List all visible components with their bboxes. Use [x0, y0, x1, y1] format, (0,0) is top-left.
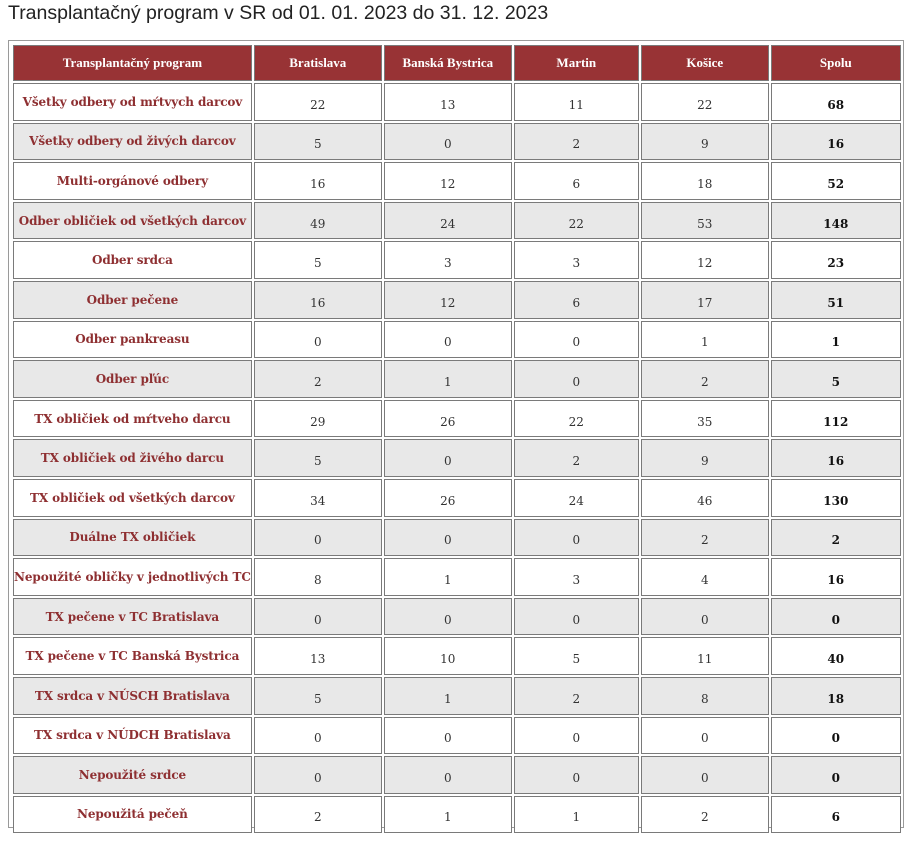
table-row	[13, 677, 901, 715]
table-row	[13, 598, 901, 636]
value-cell: 16	[254, 162, 382, 200]
value-cell: 3	[514, 558, 639, 596]
value-cell: 2	[641, 519, 769, 557]
value-cell: 5	[254, 123, 382, 161]
value-cell: 11	[514, 83, 639, 121]
value-cell: 5	[514, 637, 639, 675]
value-cell: 0	[514, 360, 639, 398]
page-title: Transplantačný program v SR od 01. 01. 2023 do 31. 12. 2023	[8, 2, 549, 24]
value-cell: 18	[641, 162, 769, 200]
value-cell: 24	[514, 479, 639, 517]
value-cell: 24	[384, 202, 512, 240]
program-label: TX pečene v TC Banská Bystrica	[13, 637, 252, 675]
total-cell: 23	[771, 241, 901, 279]
program-label: TX srdca v NÚSCH Bratislava	[13, 677, 252, 715]
value-cell: 0	[384, 717, 512, 755]
value-cell: 46	[641, 479, 769, 517]
total-cell: 112	[771, 400, 901, 438]
program-label: Odber srdca	[13, 241, 252, 279]
value-cell: 5	[254, 439, 382, 477]
table-row	[13, 123, 901, 161]
value-cell: 2	[641, 796, 769, 834]
column-header: Košice	[641, 45, 769, 81]
table-header-row	[13, 45, 901, 81]
total-cell: 51	[771, 281, 901, 319]
table-row	[13, 717, 901, 755]
table-row	[13, 281, 901, 319]
value-cell: 0	[641, 756, 769, 794]
value-cell: 0	[641, 598, 769, 636]
value-cell: 22	[514, 202, 639, 240]
value-cell: 12	[384, 162, 512, 200]
program-label: Nepoužitá pečeň	[13, 796, 252, 834]
value-cell: 9	[641, 439, 769, 477]
value-cell: 2	[641, 360, 769, 398]
value-cell: 0	[384, 598, 512, 636]
table-row	[13, 241, 901, 279]
table-row	[13, 756, 901, 794]
value-cell: 22	[514, 400, 639, 438]
program-label: Odber obličiek od všetkých darcov	[13, 202, 252, 240]
table-row	[13, 360, 901, 398]
value-cell: 0	[254, 321, 382, 359]
column-header: Spolu	[771, 45, 901, 81]
table-row	[13, 558, 901, 596]
total-cell: 0	[771, 598, 901, 636]
value-cell: 0	[254, 598, 382, 636]
program-label: Nepoužité obličky v jednotlivých TC	[13, 558, 252, 596]
value-cell: 0	[384, 123, 512, 161]
value-cell: 2	[254, 796, 382, 834]
value-cell: 22	[641, 83, 769, 121]
table-row	[13, 321, 901, 359]
table-row	[13, 162, 901, 200]
value-cell: 1	[384, 796, 512, 834]
table-row	[13, 796, 901, 834]
value-cell: 10	[384, 637, 512, 675]
total-cell: 18	[771, 677, 901, 715]
total-cell: 16	[771, 558, 901, 596]
program-label: Duálne TX obličiek	[13, 519, 252, 557]
value-cell: 0	[254, 717, 382, 755]
value-cell: 0	[384, 519, 512, 557]
value-cell: 4	[641, 558, 769, 596]
value-cell: 11	[641, 637, 769, 675]
table-row	[13, 637, 901, 675]
value-cell: 1	[384, 677, 512, 715]
value-cell: 9	[641, 123, 769, 161]
program-label: Všetky odbery od živých darcov	[13, 123, 252, 161]
column-header: Banská Bystrica	[384, 45, 512, 81]
value-cell: 1	[641, 321, 769, 359]
total-cell: 148	[771, 202, 901, 240]
program-label: Odber pankreasu	[13, 321, 252, 359]
column-header: Martin	[514, 45, 639, 81]
table-row	[13, 202, 901, 240]
value-cell: 0	[514, 756, 639, 794]
program-label: TX pečene v TC Bratislava	[13, 598, 252, 636]
value-cell: 26	[384, 400, 512, 438]
program-label: Všetky odbery od mŕtvych darcov	[13, 83, 252, 121]
value-cell: 0	[514, 519, 639, 557]
value-cell: 8	[254, 558, 382, 596]
value-cell: 3	[514, 241, 639, 279]
table-row	[13, 479, 901, 517]
table-row	[13, 519, 901, 557]
total-cell: 16	[771, 123, 901, 161]
column-header: Transplantačný program	[13, 45, 252, 81]
table-row	[13, 439, 901, 477]
program-label: TX obličiek od všetkých darcov	[13, 479, 252, 517]
value-cell: 29	[254, 400, 382, 438]
value-cell: 6	[514, 281, 639, 319]
program-label: TX srdca v NÚDCH Bratislava	[13, 717, 252, 755]
value-cell: 22	[254, 83, 382, 121]
table-frame	[8, 40, 904, 828]
program-label: Odber pľúc	[13, 360, 252, 398]
program-label: TX obličiek od mŕtveho darcu	[13, 400, 252, 438]
total-cell: 1	[771, 321, 901, 359]
total-cell: 52	[771, 162, 901, 200]
value-cell: 6	[514, 162, 639, 200]
table-row	[13, 400, 901, 438]
value-cell: 3	[384, 241, 512, 279]
value-cell: 0	[384, 756, 512, 794]
value-cell: 5	[254, 677, 382, 715]
transplant-table	[11, 43, 903, 835]
value-cell: 0	[514, 717, 639, 755]
table-row	[13, 83, 901, 121]
value-cell: 1	[384, 360, 512, 398]
value-cell: 16	[254, 281, 382, 319]
value-cell: 17	[641, 281, 769, 319]
total-cell: 130	[771, 479, 901, 517]
value-cell: 1	[384, 558, 512, 596]
value-cell: 49	[254, 202, 382, 240]
value-cell: 2	[514, 677, 639, 715]
value-cell: 12	[384, 281, 512, 319]
total-cell: 0	[771, 717, 901, 755]
value-cell: 34	[254, 479, 382, 517]
total-cell: 0	[771, 756, 901, 794]
value-cell: 53	[641, 202, 769, 240]
total-cell: 40	[771, 637, 901, 675]
value-cell: 0	[384, 321, 512, 359]
program-label: Odber pečene	[13, 281, 252, 319]
value-cell: 0	[514, 598, 639, 636]
value-cell: 5	[254, 241, 382, 279]
total-cell: 2	[771, 519, 901, 557]
value-cell: 12	[641, 241, 769, 279]
total-cell: 68	[771, 83, 901, 121]
column-header: Bratislava	[254, 45, 382, 81]
total-cell: 5	[771, 360, 901, 398]
value-cell: 26	[384, 479, 512, 517]
value-cell: 1	[514, 796, 639, 834]
value-cell: 2	[254, 360, 382, 398]
value-cell: 0	[254, 756, 382, 794]
value-cell: 0	[514, 321, 639, 359]
value-cell: 2	[514, 123, 639, 161]
total-cell: 16	[771, 439, 901, 477]
program-label: Nepoužité srdce	[13, 756, 252, 794]
value-cell: 13	[384, 83, 512, 121]
value-cell: 35	[641, 400, 769, 438]
value-cell: 13	[254, 637, 382, 675]
value-cell: 0	[384, 439, 512, 477]
program-label: Multi-orgánové odbery	[13, 162, 252, 200]
value-cell: 8	[641, 677, 769, 715]
total-cell: 6	[771, 796, 901, 834]
value-cell: 2	[514, 439, 639, 477]
value-cell: 0	[254, 519, 382, 557]
value-cell: 0	[641, 717, 769, 755]
program-label: TX obličiek od živého darcu	[13, 439, 252, 477]
